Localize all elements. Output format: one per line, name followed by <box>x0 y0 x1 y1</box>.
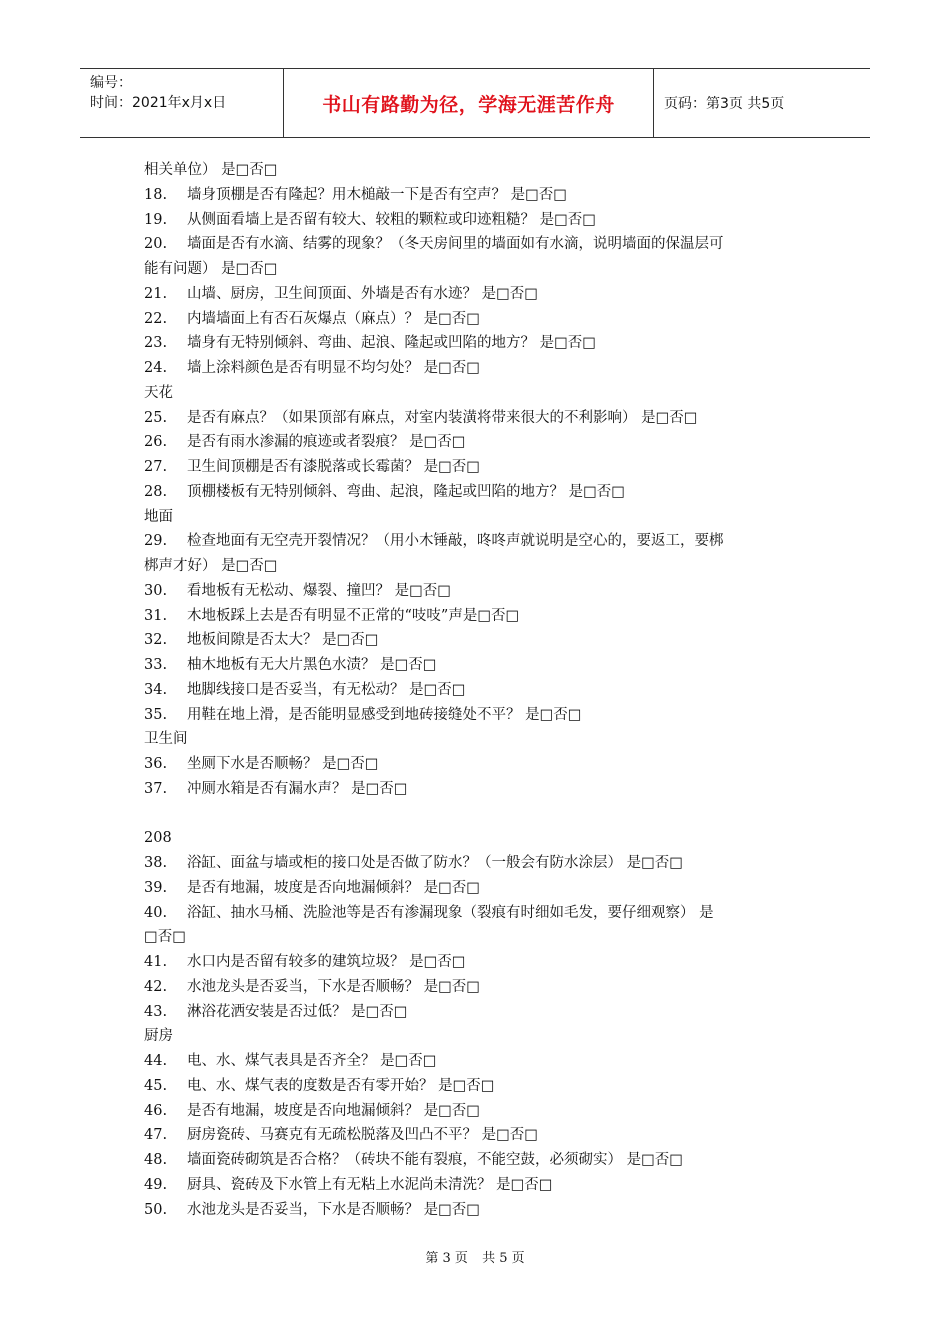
page-label: 页码：第3页 共5页 <box>664 96 785 112</box>
checklist-line <box>144 1173 814 1198</box>
checklist-line <box>144 901 814 926</box>
item-number: 20. <box>144 236 168 253</box>
item-number: 37. <box>144 780 168 797</box>
item-text: 水口内是否留有较多的建筑垃圾？ 是□否□ <box>187 954 466 970</box>
checklist-line <box>144 1123 814 1148</box>
item-text: 墙面瓷砖砌筑是否合格？（砖块不能有裂痕，不能空鼓，必须砌实） 是□否□ <box>187 1152 684 1168</box>
item-number: 39. <box>144 879 168 896</box>
checklist-line <box>144 579 814 604</box>
item-number: 29. <box>144 533 168 550</box>
checklist-line <box>144 1074 814 1099</box>
item-number: 48. <box>144 1152 168 1168</box>
item-text: 柚木地板有无大片黑色水渍？ 是□否□ <box>187 657 437 673</box>
checklist-line <box>144 257 814 282</box>
item-text: 卫生间 <box>144 731 188 748</box>
item-number: 18. <box>144 186 168 203</box>
item-text: 墙身顶棚是否有隆起？用木槌敲一下是否有空声？ 是□否□ <box>187 186 568 203</box>
item-text: 相关单位） 是□否□ <box>144 162 278 178</box>
header-page <box>654 69 870 137</box>
item-text: 厨房 <box>144 1028 173 1045</box>
item-text: 梆声才好） 是□否□ <box>144 558 278 574</box>
item-text: 墙上涂料颜色是否有明显不均匀处？ 是□否□ <box>187 360 481 376</box>
item-text: 地脚线接口是否妥当，有无松动？ 是□否□ <box>187 681 466 698</box>
checklist-line <box>144 307 814 332</box>
item-text: 208 <box>144 830 172 847</box>
item-number: 42. <box>144 978 168 995</box>
header-motto <box>284 69 654 137</box>
checklist-line <box>144 331 814 356</box>
item-number: 31. <box>144 607 168 624</box>
checklist-line <box>144 727 814 752</box>
item-number: 28. <box>144 483 168 500</box>
checklist-line <box>144 1024 814 1049</box>
item-number: 33. <box>144 657 168 673</box>
checklist-line <box>144 703 814 728</box>
checklist-line <box>144 208 814 233</box>
item-text: 木地板踩上去是否有明显不正常的“吱吱”声是□否□ <box>187 607 520 624</box>
footer-page-total: 共 5 页 <box>482 1251 525 1266</box>
checklist-line <box>144 554 814 579</box>
checklist-body <box>144 158 814 1222</box>
item-number: 50. <box>144 1201 168 1218</box>
motto-text: 书山有路勤为径，学海无涯苦作舟 <box>322 93 615 116</box>
checklist-line <box>144 628 814 653</box>
checklist-line <box>144 158 814 183</box>
item-text: 厨房瓷砖、马赛克有无疏松脱落及凹凸不平？ 是□否□ <box>187 1127 539 1144</box>
item-number: 49. <box>144 1176 168 1193</box>
item-text: □否□ <box>144 929 186 946</box>
item-number: 34. <box>144 681 168 698</box>
item-text: 是否有雨水渗漏的痕迹或者裂痕？ 是□否□ <box>187 434 466 451</box>
number-label: 编号： <box>90 75 132 91</box>
item-text: 是否有地漏，坡度是否向地漏倾斜？ 是□否□ <box>187 1102 481 1119</box>
checklist-line <box>144 183 814 208</box>
item-number: 38. <box>144 855 168 871</box>
item-number: 30. <box>144 582 168 599</box>
checklist-line <box>144 381 814 406</box>
item-text: 看地板有无松动、爆裂、撞凹？ 是□否□ <box>187 582 452 599</box>
checklist-line <box>144 653 814 678</box>
checklist-line <box>144 455 814 480</box>
checklist-line <box>144 282 814 307</box>
item-number: 40. <box>144 904 168 921</box>
item-text: 山墙、厨房，卫生间顶面、外墙是否有水迹？ 是□否□ <box>187 285 539 302</box>
item-text: 顶棚楼板有无特别倾斜、弯曲、起浪，隆起或凹陷的地方？ 是□否□ <box>187 483 626 500</box>
item-text: 淋浴花洒安装是否过低？ 是□否□ <box>187 1003 408 1020</box>
item-number: 24. <box>144 360 168 376</box>
page-footer <box>0 1247 950 1266</box>
item-number: 35. <box>144 706 168 723</box>
item-number: 41. <box>144 954 168 970</box>
checklist-line <box>144 232 814 257</box>
checklist-line <box>144 356 814 381</box>
checklist-line <box>144 1148 814 1173</box>
checklist-line <box>144 777 814 802</box>
item-number: 25. <box>144 409 168 426</box>
checklist-line <box>144 925 814 950</box>
item-text: 用鞋在地上滑，是否能明显感受到地砖接缝处不平？ 是□否□ <box>187 706 582 723</box>
checklist-line <box>144 950 814 975</box>
item-number: 23. <box>144 335 168 352</box>
item-text: 电、水、煤气表的度数是否有零开始？ 是□否□ <box>187 1077 495 1094</box>
checklist-line <box>144 876 814 901</box>
item-text: 地板间隙是否太大？ 是□否□ <box>187 632 379 649</box>
item-text: 地面 <box>144 508 173 525</box>
checklist-line <box>144 430 814 455</box>
item-number: 45. <box>144 1077 168 1094</box>
item-number: 19. <box>144 211 168 228</box>
checklist-line <box>144 480 814 505</box>
header-meta <box>80 69 284 137</box>
item-text: 天花 <box>144 384 173 401</box>
item-text: 电、水、煤气表具是否齐全？ 是□否□ <box>187 1053 437 1069</box>
item-number: 32. <box>144 632 168 649</box>
checklist-line <box>144 752 814 777</box>
item-text: 是否有麻点？（如果顶部有麻点，对室内装潢将带来很大的不利影响） 是□否□ <box>187 409 698 426</box>
item-number: 22. <box>144 310 168 327</box>
item-text: 是否有地漏，坡度是否向地漏倾斜？ 是□否□ <box>187 879 481 896</box>
item-number: 46. <box>144 1102 168 1119</box>
checklist-line <box>144 802 814 827</box>
item-text: 墙身有无特别倾斜、弯曲、起浪、隆起或凹陷的地方？ 是□否□ <box>187 335 597 352</box>
item-number: 36. <box>144 756 168 772</box>
item-text: 冲厕水箱是否有漏水声？ 是□否□ <box>187 780 408 797</box>
item-text: 能有问题） 是□否□ <box>144 261 278 277</box>
item-text: 内墙墙面上有否石灰爆点（麻点）？ 是□否□ <box>187 310 481 327</box>
checklist-line <box>144 505 814 530</box>
checklist-line <box>144 826 814 851</box>
item-number: 27. <box>144 459 168 475</box>
checklist-line <box>144 604 814 629</box>
item-text: 检查地面有无空壳开裂情况？（用小木锤敲，咚咚声就说明是空心的，要返工，要梆 <box>187 533 724 550</box>
footer-page-num: 第 3 页 <box>425 1251 468 1266</box>
checklist-line <box>144 975 814 1000</box>
item-number: 43. <box>144 1003 168 1020</box>
item-number: 44. <box>144 1053 168 1069</box>
item-text: 水池龙头是否妥当，下水是否顺畅？ 是□否□ <box>187 978 481 995</box>
checklist-line <box>144 1198 814 1223</box>
checklist-line <box>144 1000 814 1025</box>
item-text: 厨具、瓷砖及下水管上有无粘上水泥尚未清洗？ 是□否□ <box>187 1176 553 1193</box>
item-number: 47. <box>144 1127 168 1144</box>
item-number: 26. <box>144 434 168 451</box>
checklist-line <box>144 1049 814 1074</box>
checklist-line <box>144 406 814 431</box>
item-text: 浴缸、面盆与墙或柜的接口处是否做了防水？（一般会有防水涂层） 是□否□ <box>187 855 684 871</box>
date-label: 时间：2021年x月x日 <box>90 95 227 111</box>
item-text: 墙面是否有水滴、结雾的现象？（冬天房间里的墙面如有水滴，说明墙面的保温层可 <box>187 236 724 253</box>
item-text: 从侧面看墙上是否留有较大、较粗的颗粒或印迹粗糙？ 是□否□ <box>187 211 597 228</box>
checklist-line <box>144 529 814 554</box>
item-text: 坐厕下水是否顺畅？ 是□否□ <box>187 756 379 772</box>
item-text: 水池龙头是否妥当，下水是否顺畅？ 是□否□ <box>187 1201 481 1218</box>
item-number: 21. <box>144 285 168 302</box>
item-text: 浴缸、抽水马桶、洗脸池等是否有渗漏现象（裂痕有时细如毛发，要仔细观察） 是 <box>187 904 714 921</box>
checklist-line <box>144 1099 814 1124</box>
page-header <box>80 68 870 138</box>
item-text: 卫生间顶棚是否有漆脱落或长霉菌？ 是□否□ <box>187 459 481 475</box>
checklist-line <box>144 678 814 703</box>
checklist-line <box>144 851 814 876</box>
